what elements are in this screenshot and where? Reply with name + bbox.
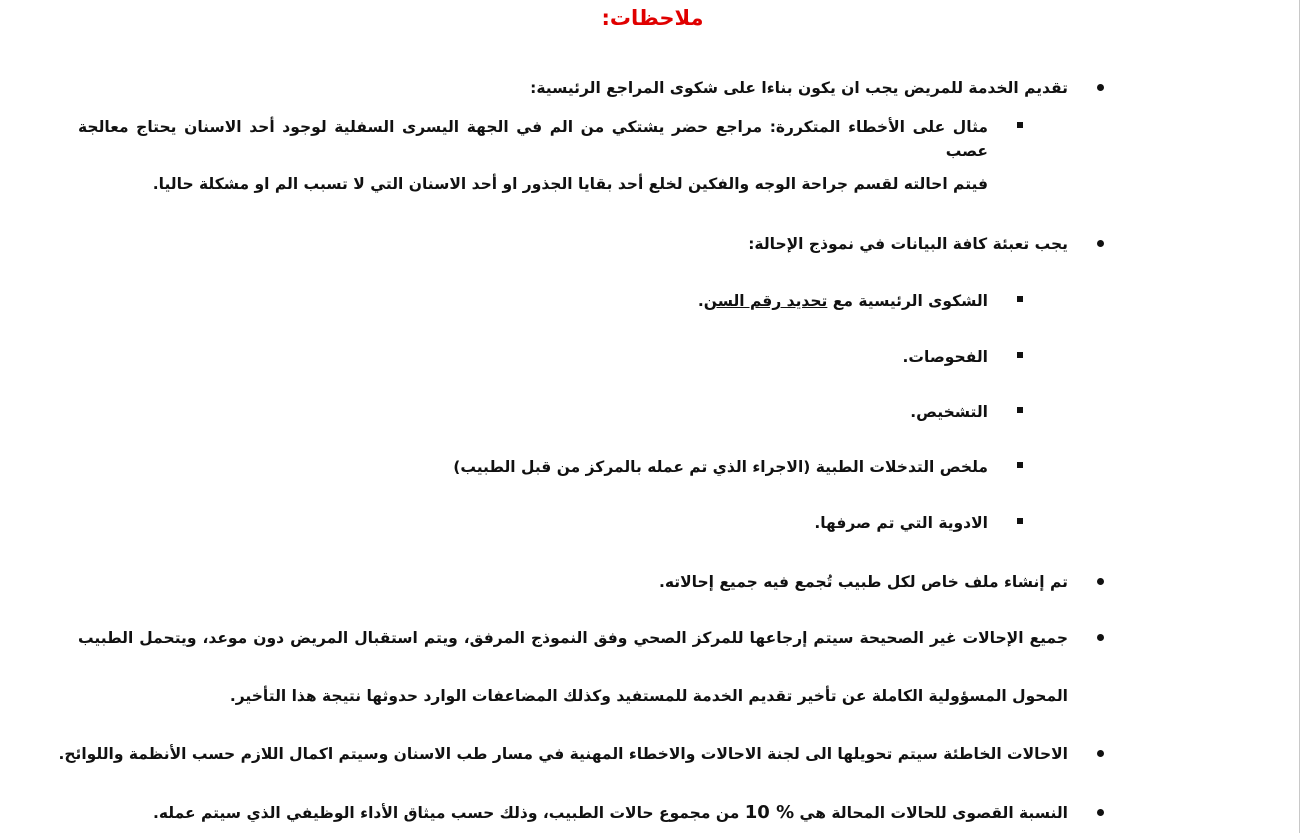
bullet-icon <box>1097 84 1104 91</box>
square-bullet-icon <box>1017 352 1023 358</box>
underlined-text: تحديد رقم السن <box>703 292 828 310</box>
bullet-icon <box>1097 809 1104 816</box>
list-item: تقديم الخدمة للمريض يجب ان يكون بناءا على شكوى المراجع الرئيسية: <box>530 79 1068 97</box>
list-item: التشخيص. <box>910 403 988 421</box>
list-item: ملخص التدخلات الطبية (الاجراء الذي تم عمله بالمركز من قبل الطبيب) <box>453 458 988 476</box>
list-item: مثال على الأخطاء المتكررة: مراجع حضر يشتكي من الم في الجهة اليسرى السفلية لوجود أحد الاسنان يحتاج معالجة عصب <box>78 118 988 160</box>
bullet-icon <box>1097 750 1104 757</box>
list-item: جميع الإحالات غير الصحيحة سيتم إرجاعها للمركز الصحي وفق النموذج المرفق، ويتم استقبال المريض دون موعد، ويتحمل الطبيب <box>78 629 1068 647</box>
item-text: النسبة القصوى للحالات المحالة هي <box>794 804 1068 822</box>
page-border <box>1299 0 1300 833</box>
square-bullet-icon <box>1017 462 1023 468</box>
page-title: ملاحظات: <box>601 6 704 30</box>
item-text: . <box>697 292 704 310</box>
percentage-value: 10 % <box>744 802 795 823</box>
list-item-continuation: فيتم احالته لقسم جراحة الوجه والفكين لخلع أحد بقايا الجذور او أحد الاسنان التي لا تسبب الم او مشكلة حاليا. <box>152 175 988 193</box>
square-bullet-icon <box>1017 518 1023 524</box>
list-item <box>153 801 1068 825</box>
square-bullet-icon <box>1017 296 1023 302</box>
list-item: الاحالات الخاطئة سيتم تحويلها الى لجنة الاحالات والاخطاء المهنية في مسار طب الاسنان وسيتم اكمال اللازم حسب الأنظمة واللوائح. <box>58 745 1068 763</box>
bullet-icon <box>1097 634 1104 641</box>
bullet-icon <box>1097 578 1104 585</box>
list-item-continuation: المحول المسؤولية الكاملة عن تأخير تقديم الخدمة للمستفيد وكذلك المضاعفات الوارد حدوثها نتيجة هذا التأخير. <box>229 687 1068 705</box>
list-item: تم إنشاء ملف خاص لكل طبيب تُجمع فيه جميع إحالاته. <box>658 573 1068 591</box>
list-item: الادوية التي تم صرفها. <box>814 514 988 532</box>
list-item <box>698 289 988 313</box>
item-text: الشكوى الرئيسية مع <box>827 292 988 310</box>
square-bullet-icon <box>1017 122 1023 128</box>
list-item: يجب تعبئة كافة البيانات في نموذج الإحالة: <box>748 235 1068 253</box>
list-item: الفحوصات. <box>902 348 988 366</box>
square-bullet-icon <box>1017 407 1023 413</box>
item-text: من مجموع حالات الطبيب، وذلك حسب ميثاق الأداء الوظيفي الذي سيتم عمله. <box>153 804 745 822</box>
bullet-icon <box>1097 240 1104 247</box>
